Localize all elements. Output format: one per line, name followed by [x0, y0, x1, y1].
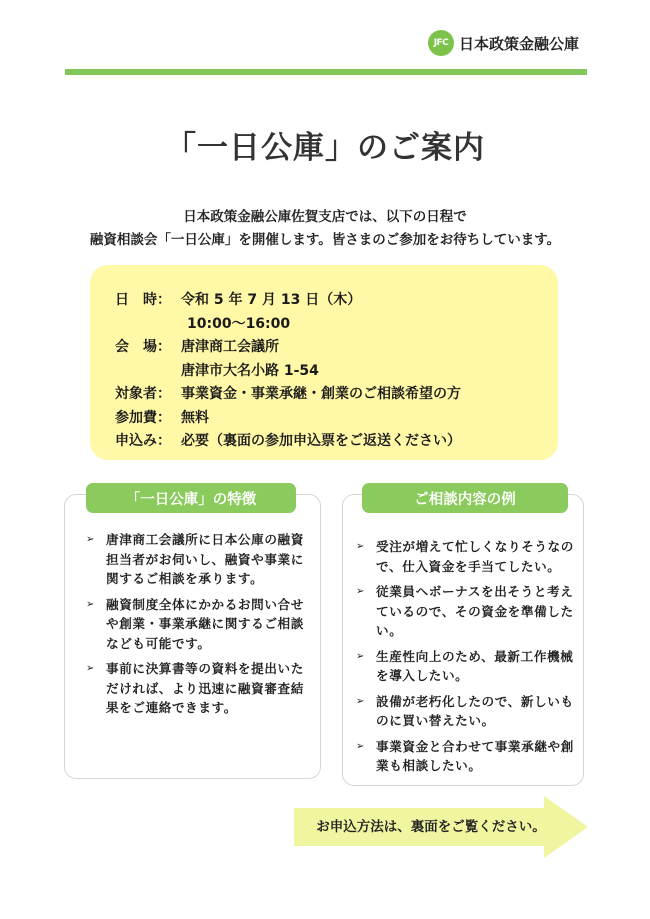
apply-value: 必要（裏面の参加申込票をご返送ください） — [181, 433, 461, 449]
examples-list — [356, 537, 576, 782]
list-item: ➢ 事前に決算書等の資料を提出いただければ、より迅速に融資審査結果をご連絡できます。 — [86, 661, 304, 715]
arrow-bullet-icon: ➢ — [86, 598, 95, 610]
target-label: 対象者： — [115, 386, 171, 402]
list-item: ➢ 融資制度全体にかかるお問い合せや創業・事業承継に関するご相談なども可能です。 — [86, 596, 304, 651]
info-row-target — [115, 383, 461, 407]
apply-method-note: お申込方法は、裏面をご覧ください。 — [316, 819, 546, 835]
list-item: ➢ 唐津商工会議所に日本公庫の融資担当者がお伺いし、融資や事業に関するご相談を承ります。 — [86, 532, 304, 586]
info-row-venue — [115, 336, 461, 383]
event-info-box — [90, 265, 558, 460]
jfc-logo-text: 日本政策金融公庫 — [459, 34, 580, 53]
venue-address: 唐津市大名小路 1-54 — [181, 362, 319, 379]
info-row-date — [115, 289, 461, 336]
list-item: ➢ 生産性向上のため、最新工作機械を導入したい。 — [356, 648, 574, 683]
event-info-table — [115, 289, 461, 454]
info-row-apply — [115, 430, 461, 454]
list-item: ➢ 設備が老朽化したので、新しいものに買い替えたい。 — [356, 693, 574, 728]
list-item: ➢ 事業資金と合わせて事業承継や創業も相談したい。 — [356, 738, 574, 773]
fee-value: 無料 — [181, 409, 209, 426]
target-value: 事業資金・事業承継・創業のご相談希望の方 — [181, 386, 461, 402]
arrow-bullet-icon: ➢ — [356, 695, 365, 707]
list-item: ➢ 受注が増えて忙しくなりそうなので、仕入資金を手当てしたい。 — [356, 539, 574, 574]
fee-label: 参加費： — [115, 409, 171, 426]
arrow-bullet-icon: ➢ — [86, 663, 95, 674]
intro-line-2: 融資相談会「一日公庫」を開催します。皆さまのご参加をお待ちしています。 — [89, 232, 561, 248]
header-divider — [65, 69, 587, 75]
features-list — [86, 530, 306, 724]
apply-label: 申込み： — [115, 433, 171, 449]
venue-label: 会 場： — [115, 339, 171, 355]
arrow-bullet-icon: ➢ — [356, 586, 365, 597]
date-label: 日 時： — [115, 292, 171, 308]
page-title: 「一日公庫」のご案内 — [165, 130, 485, 166]
features-title: 「一日公庫」の特徴 — [86, 483, 296, 513]
intro-line-1: 日本政策金融公庫佐賀支店では、以下の日程で — [183, 209, 467, 225]
arrow-bullet-icon: ➢ — [86, 534, 95, 545]
jfc-logo — [428, 30, 579, 56]
list-item: ➢ 従業員へボーナスを出そうと考えているので、その資金を準備したい。 — [356, 584, 574, 638]
jfc-logo-mark: JFC — [428, 30, 454, 56]
intro-text — [40, 206, 610, 252]
arrow-bullet-icon: ➢ — [356, 650, 365, 662]
info-row-fee — [115, 407, 461, 431]
arrow-bullet-icon: ➢ — [356, 740, 365, 752]
date-value: 令和 5 年 7 月 13 日（木） — [181, 292, 362, 308]
time-value: 10:00～16:00 — [187, 315, 291, 332]
examples-title: ご相談内容の例 — [362, 483, 568, 513]
venue-name: 唐津商工会議所 — [181, 339, 279, 355]
arrow-bullet-icon: ➢ — [356, 541, 365, 552]
